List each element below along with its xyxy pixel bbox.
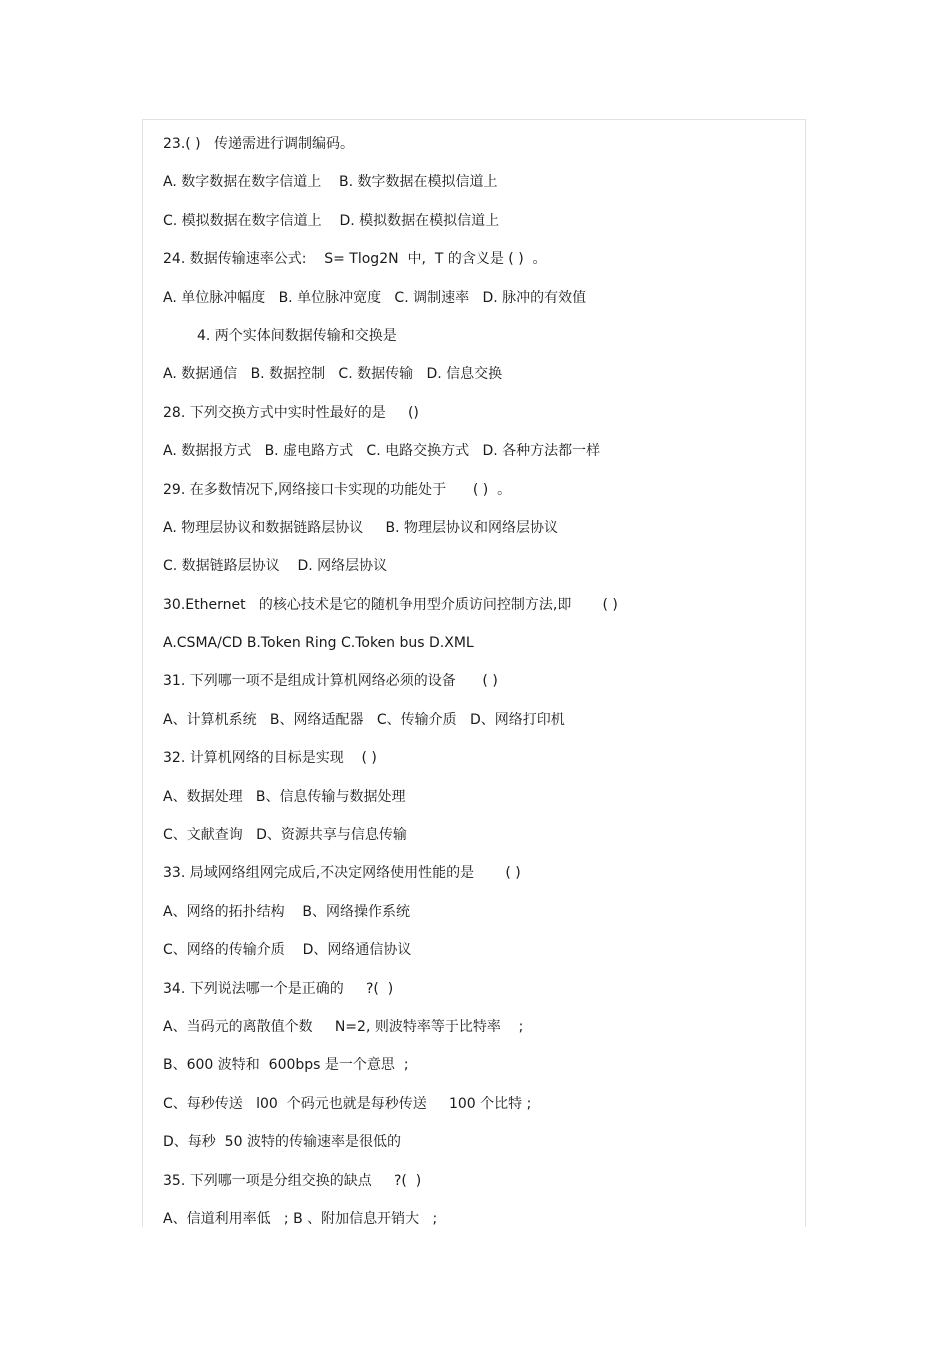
question-35-options-ab: A、信道利用率低 ; B 、附加信息开销大 ; (163, 1210, 438, 1227)
question-30-options: A.CSMA/CD B.Token Ring C.Token bus D.XML (163, 635, 474, 652)
document-lines (163, 134, 795, 1247)
question-23-options-cd: C. 模拟数据在数字信道上 D. 模拟数据在模拟信道上 (163, 212, 500, 229)
question-33-options-cd: C、网络的传输介质 D、网络通信协议 (163, 942, 412, 959)
question-4: 4. 两个实体间数据传输和交换是 (197, 327, 397, 344)
question-32-options-ab: A、数据处理 B、信息传输与数据处理 (163, 788, 406, 805)
question-4-options: A. 数据通信 B. 数据控制 C. 数据传输 D. 信息交换 (163, 366, 503, 383)
question-31-options: A、计算机系统 B、网络适配器 C、传输介质 D、网络打印机 (163, 711, 565, 728)
question-24-options: A. 单位脉冲幅度 B. 单位脉冲宽度 C. 调制速率 D. 脉冲的有效值 (163, 289, 587, 306)
question-34-option-b: B、600 波特和 600bps 是一个意思 ; (163, 1057, 409, 1074)
question-29-options-ab: A. 物理层协议和数据链路层协议 B. 物理层协议和网络层协议 (163, 519, 558, 536)
question-24: 24. 数据传输速率公式: S= Tlog2N 中, T 的含义是 ( ) 。 (163, 251, 547, 268)
question-34-option-d: D、每秒 50 波特的传输速率是很低的 (163, 1134, 401, 1151)
question-33-options-ab: A、网络的拓扑结构 B、网络操作系统 (163, 903, 410, 920)
question-33: 33. 局域网络组网完成后,不决定网络使用性能的是 ( ) (163, 865, 521, 882)
question-34-option-a: A、当码元的离散值个数 N=2, 则波特率等于比特率 ; (163, 1018, 524, 1035)
question-23: 23.( ) 传递需进行调制编码。 (163, 136, 354, 152)
question-32-options-cd: C、文献查询 D、资源共享与信息传输 (163, 827, 407, 844)
question-30: 30.Ethernet 的核心技术是它的随机争用型介质访问控制方法,即 ( ) (163, 596, 618, 613)
question-34-option-c: C、每秒传送 l00 个码元也就是每秒传送 100 个比特 ; (163, 1095, 532, 1112)
question-29-options-cd: C. 数据链路层协议 D. 网络层协议 (163, 558, 388, 575)
question-29: 29. 在多数情况下,网络接口卡实现的功能处于 ( ) 。 (163, 481, 512, 498)
document-page (142, 119, 806, 1227)
question-35: 35. 下列哪一项是分组交换的缺点 ?( ) (163, 1172, 422, 1189)
question-28-options: A. 数据报方式 B. 虚电路方式 C. 电路交换方式 D. 各种方法都一样 (163, 443, 601, 460)
question-31: 31. 下列哪一项不是组成计算机网络必须的设备 ( ) (163, 673, 498, 690)
question-34: 34. 下列说法哪一个是正确的 ?( ) (163, 980, 394, 997)
question-28: 28. 下列交换方式中实时性最好的是 () (163, 404, 419, 421)
question-23-options-ab: A. 数字数据在数字信道上 B. 数字数据在模拟信道上 (163, 174, 498, 191)
question-32: 32. 计算机网络的目标是实现 ( ) (163, 750, 377, 767)
